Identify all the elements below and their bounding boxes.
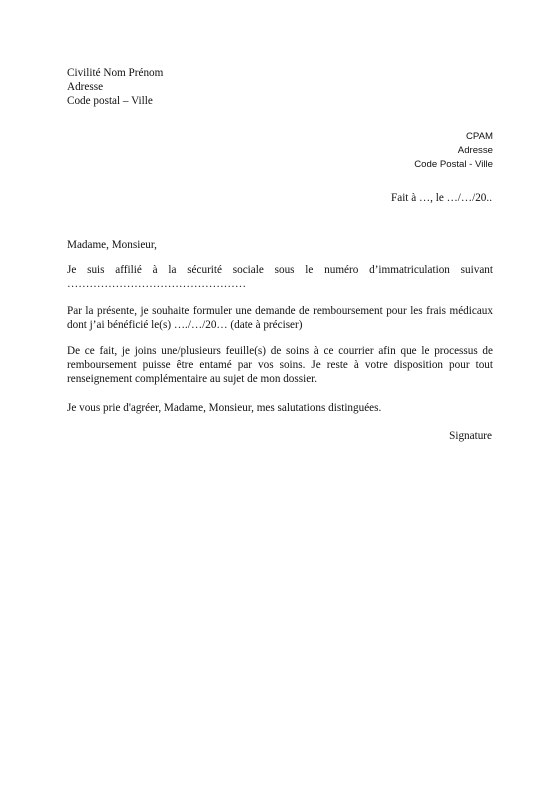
sender-address: Adresse — [67, 81, 104, 93]
recipient-block — [414, 130, 493, 172]
request-date-text: dont j’ai bénéficié le(s) …./…/20… (date à préciser) — [67, 319, 303, 331]
paragraph-registration — [67, 263, 493, 291]
sender-block — [67, 66, 163, 108]
sender-city: Code postal – Ville — [67, 95, 153, 107]
sender-name: Civilité Nom Prénom — [67, 67, 164, 79]
paragraph-attachments: De ce fait, je joins une/plusieurs feuille(s) de soins à ce courrier afin que le processus de remboursement puisse être entamé par vos soins. Je reste à votre disposition pour tout renseignement complémentaire au sujet de mon dossier. — [67, 345, 493, 385]
recipient-city: Code Postal - Ville — [414, 159, 493, 170]
recipient-name: CPAM — [465, 131, 493, 142]
registration-text: Je suis affilié à la sécurité sociale sous le numéro d’immatriculation suivant — [67, 264, 493, 276]
signature: Signature — [449, 430, 492, 442]
date-line: Fait à …, le …/…/20.. — [391, 192, 492, 204]
paragraph-request — [67, 304, 493, 332]
recipient-address: Adresse — [457, 145, 493, 156]
request-text: Par la présente, je souhaite formuler une demande de remboursement pour les frais médicaux — [67, 305, 493, 317]
closing-formula: Je vous prie d'agréer, Madame, Monsieur, mes salutations distinguées. — [67, 402, 382, 414]
salutation: Madame, Monsieur, — [67, 239, 157, 251]
registration-number-placeholder: ………………………………………… — [67, 278, 246, 290]
